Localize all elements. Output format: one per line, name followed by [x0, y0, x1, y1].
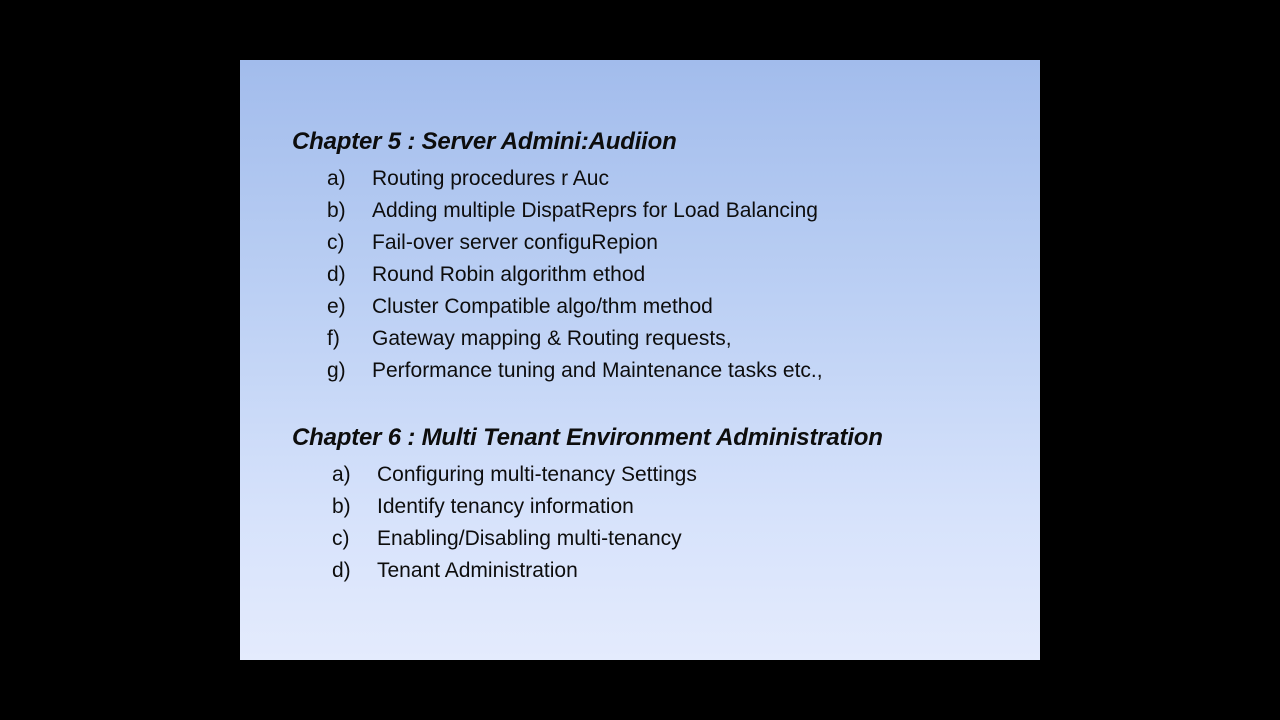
list-text: Tenant Administration: [377, 559, 578, 582]
list-text: Configuring multi-tenancy Settings: [377, 463, 697, 486]
list-item: [327, 227, 823, 259]
list-text: Cluster Compatible algo/thm method: [372, 295, 713, 318]
list-marker: f): [327, 327, 340, 350]
list-item: [332, 491, 697, 523]
list-text: Fail-over server configuRepion: [372, 231, 658, 254]
list-item: [327, 291, 823, 323]
list-item: [332, 523, 697, 555]
list-marker: g): [327, 359, 346, 382]
list-marker: d): [332, 559, 351, 582]
list-item: [327, 259, 823, 291]
list-text: Performance tuning and Maintenance tasks etc.,: [372, 359, 823, 382]
list-text: Gateway mapping & Routing requests,: [372, 327, 732, 350]
list-text: Adding multiple DispatReprs for Load Balancing: [372, 199, 818, 222]
list-marker: a): [327, 167, 346, 190]
chapter-6-title: Chapter 6 : Multi Tenant Environment Administration: [292, 424, 883, 451]
list-text: Routing procedures r Auc: [372, 167, 609, 190]
list-marker: c): [332, 527, 350, 550]
list-marker: c): [327, 231, 345, 254]
presentation-slide: [240, 60, 1040, 660]
list-marker: e): [327, 295, 346, 318]
list-marker: d): [327, 263, 346, 286]
list-marker: b): [332, 495, 351, 518]
list-item: [327, 195, 823, 227]
chapter-6-topic-list: [332, 459, 697, 587]
list-item: [327, 323, 823, 355]
list-item: [327, 163, 823, 195]
list-item: [332, 459, 697, 491]
list-text: Enabling/Disabling multi-tenancy: [377, 527, 682, 550]
list-item: [332, 555, 697, 587]
chapter-5-topic-list: [327, 163, 823, 387]
list-item: [327, 355, 823, 387]
list-text: Identify tenancy information: [377, 495, 634, 518]
list-text: Round Robin algorithm ethod: [372, 263, 646, 286]
list-marker: b): [327, 199, 346, 222]
chapter-5-title: Chapter 5 : Server Admini:Audiion: [292, 128, 677, 155]
list-marker: a): [332, 463, 351, 486]
